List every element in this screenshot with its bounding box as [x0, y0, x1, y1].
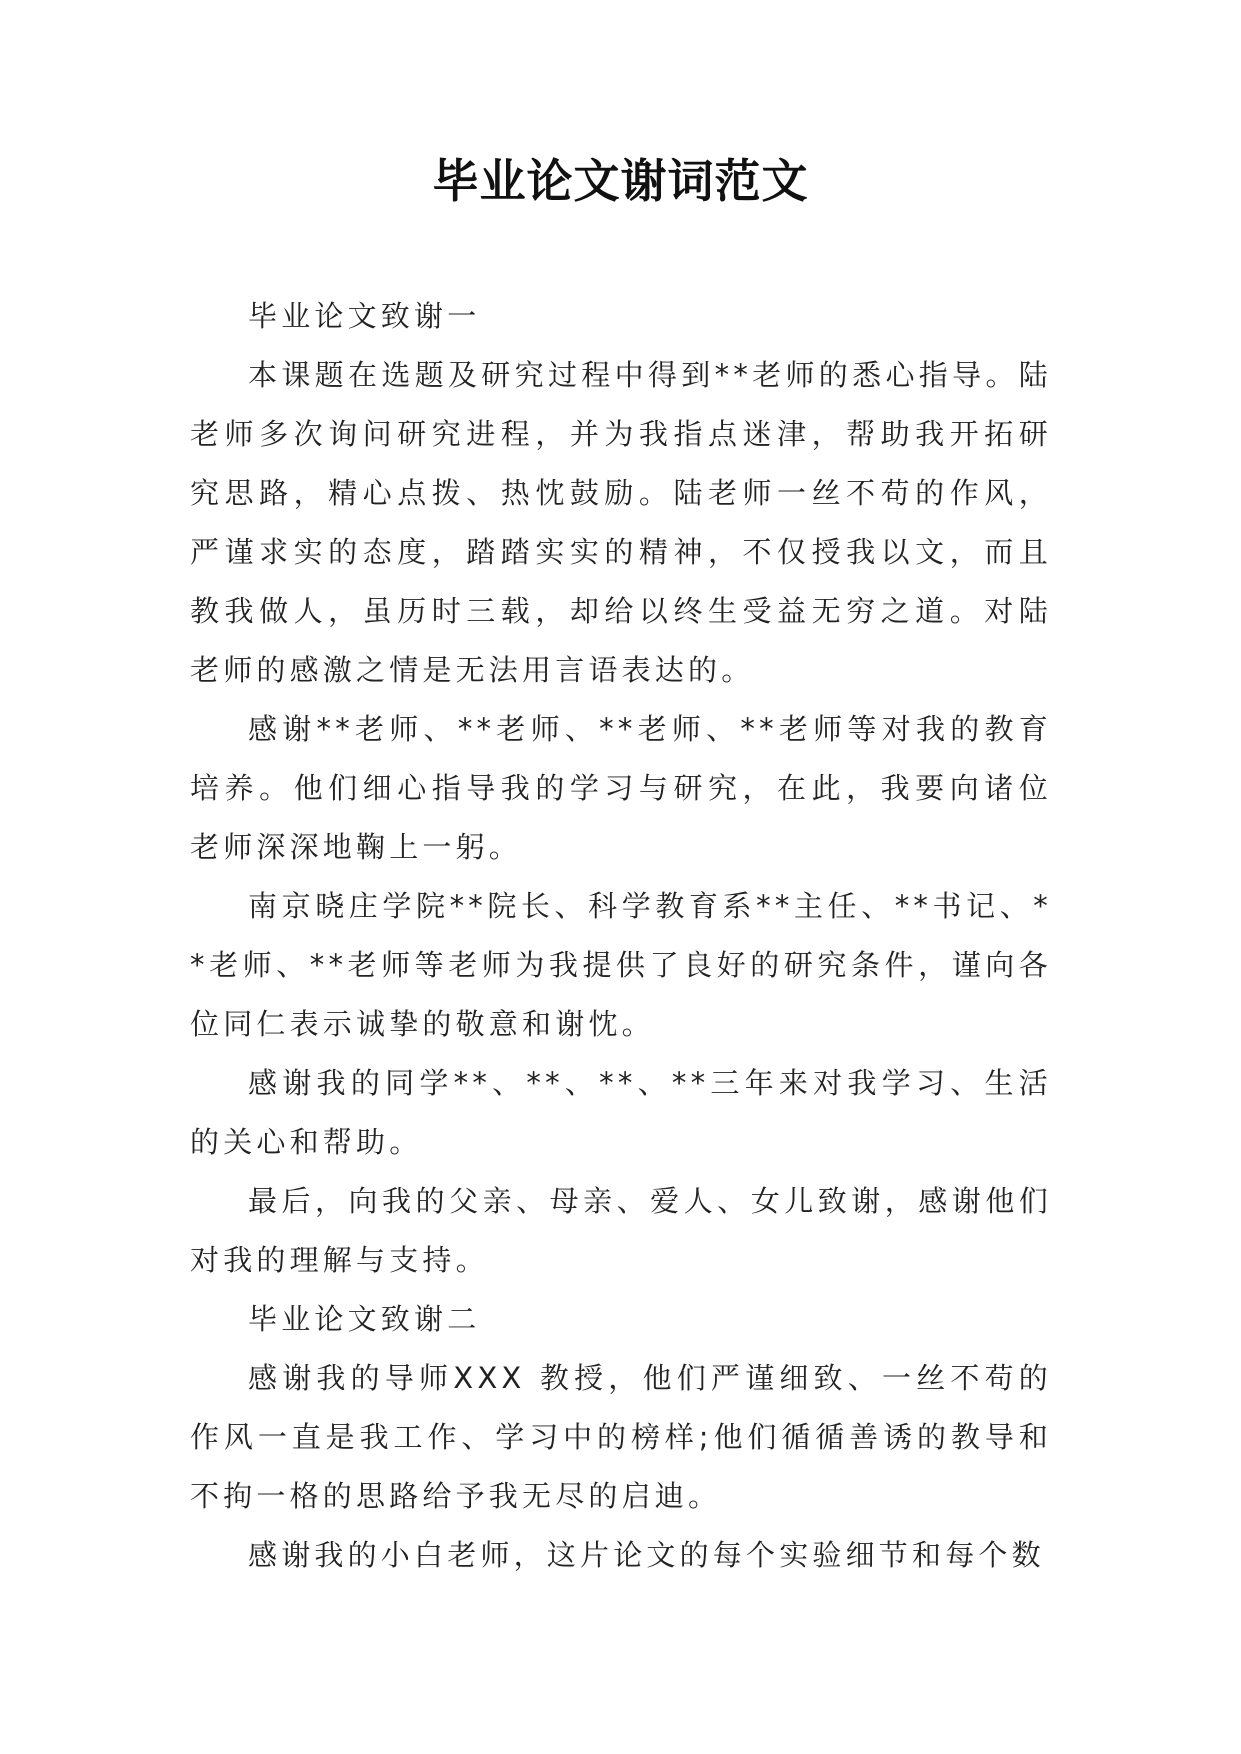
paragraph-family-thanks: 最后，向我的父亲、母亲、爱人、女儿致谢，感谢他们对我的理解与支持。 [190, 1184, 1052, 1277]
paragraph-advisor-thanks: 本课题在选题及研究过程中得到**老师的悉心指导。陆老师多次询问研究进程，并为我指点迷津，帮助我开拓研究思路，精心点拨、热忱鼓励。陆老师一丝不苟的作风，严谨求实的态度，踏踏实实的精神，不仅授我以文，而且教我做人，虽历时三载，却给以终生受益无穷之道。对陆老师的感激之情是无法用言语表达的。 [190, 358, 1052, 687]
document-title: 毕业论文谢词范文 [432, 154, 809, 208]
paragraph-classmates-thanks: 感谢我的同学**、**、**、**三年来对我学习、生活的关心和帮助。 [190, 1066, 1052, 1159]
paragraph-teachers-thanks: 感谢**老师、**老师、**老师、**老师等对我的教育培养。他们细心指导我的学习与研究，在此，我要向诸位老师深深地鞠上一躬。 [190, 712, 1052, 864]
paragraph-xiaobai-thanks: 感谢我的小白老师，这片论文的每个实验细节和每个数 [248, 1538, 1045, 1572]
section-heading-1: 毕业论文致谢一 [248, 299, 481, 333]
paragraph-college-thanks: 南京晓庄学院**院长、科学教育系**主任、**书记、**老师、**老师等老师为我提供了良好的研究条件，谨向各位同仁表示诚挚的敬意和谢忱。 [190, 889, 1052, 1041]
section-heading-2: 毕业论文致谢二 [248, 1302, 481, 1336]
document-body [190, 287, 1052, 1585]
paragraph-mentor-thanks: 感谢我的导师XXX 教授，他们严谨细致、一丝不苟的作风一直是我工作、学习中的榜样;他们循循善诱的教导和不拘一格的思路给予我无尽的启迪。 [190, 1361, 1052, 1513]
